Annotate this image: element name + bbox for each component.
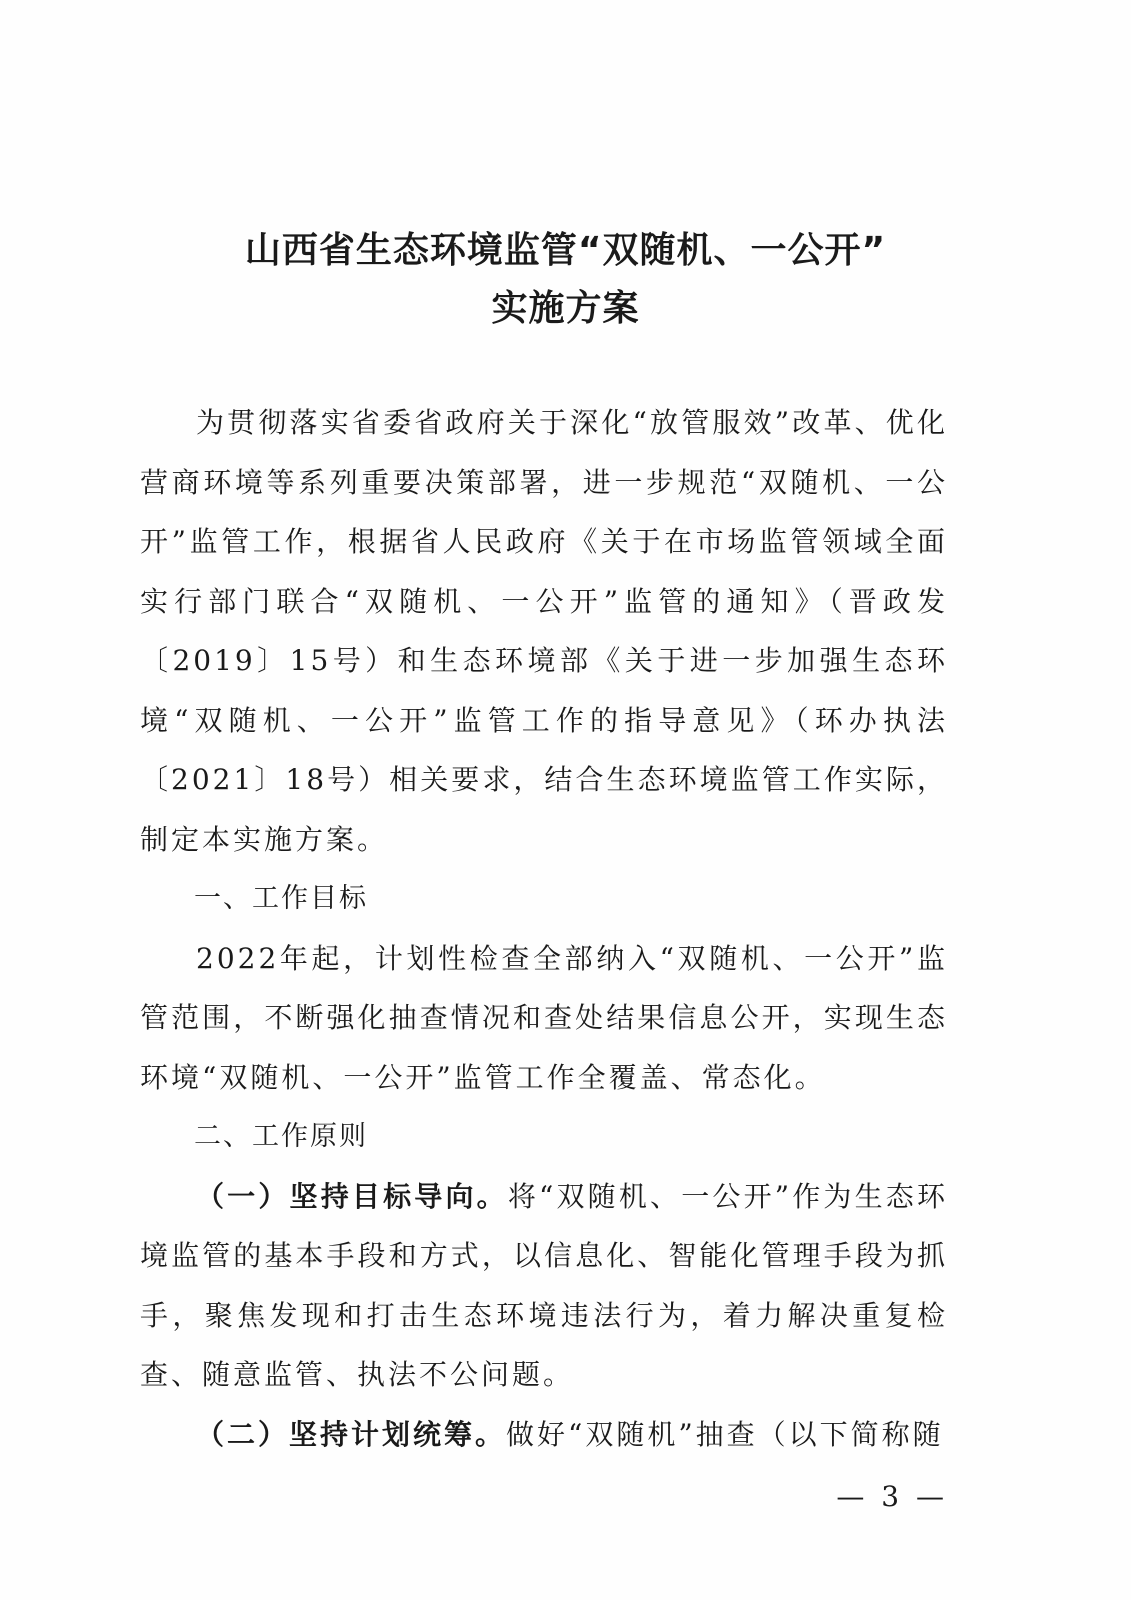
document-body — [140, 393, 948, 1464]
title-line-1: 山西省生态环境监管“双随机、一公开” — [244, 230, 887, 271]
title-line-2: 实施方案 — [491, 288, 640, 329]
principle-2-paragraph — [140, 1405, 948, 1465]
principle-2-text: 做好“双随机”抽查（以下简称随 — [506, 1417, 944, 1451]
principle-1-paragraph — [140, 1167, 948, 1405]
goals-paragraph: 2022年起，计划性检查全部纳入“双随机、一公开”监管范围，不断强化抽查情况和查处结果信息公开，实现生态环境“双随机、一公开”监管工作全覆盖、常态化。 — [140, 941, 948, 1094]
principle-1-lead: （一）坚持目标导向。 — [196, 1179, 508, 1213]
principle-1-text: 将“双随机、一公开”作为生态环境监管的基本手段和方式，以信息化、智能化管理手段为抓手，聚焦发现和打击生态环境违法行为，着力解决重复检查、随意监管、执法不公问题。 — [140, 1179, 948, 1391]
section-heading-principles: 二、工作原则 — [194, 1121, 368, 1152]
page-number: — 3 — — [836, 1480, 948, 1513]
intro-paragraph: 为贯彻落实省委省政府关于深化“放管服效”改革、优化营商环境等系列重要决策部署，进一步规范“双随机、一公开”监管工作，根据省人民政府《关于在市场监管领域全面实行部门联合“双随机、一公开”监管的通知》（晋政发〔2019〕15号）和生态环境部《关于进一步加强生态环境“双随机、一公开”监管工作的指导意见》（环办执法〔2021〕18号）相关要求，结合生态环境监管工作实际，制定本实施方案。 — [140, 406, 948, 856]
document-title — [0, 222, 1131, 338]
principle-2-lead: （二）坚持计划统筹。 — [196, 1417, 507, 1451]
section-heading-goals: 一、工作目标 — [194, 883, 368, 914]
